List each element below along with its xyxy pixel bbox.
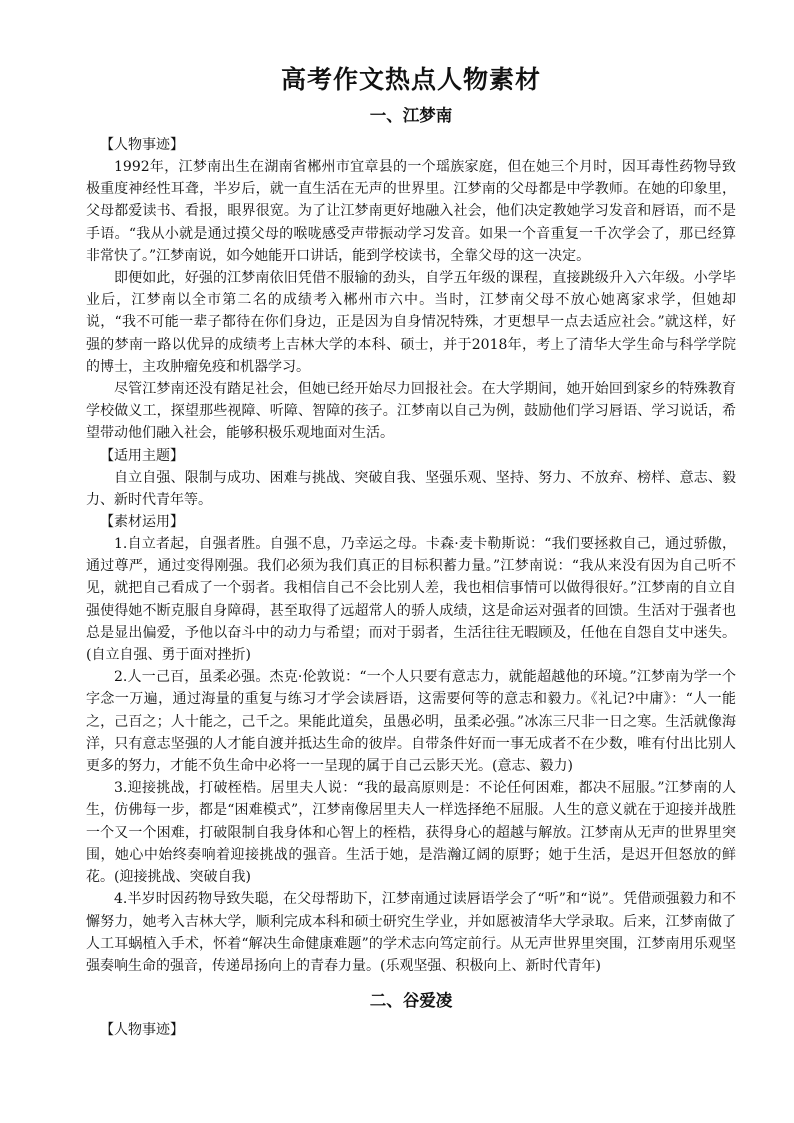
document-page: [86, 62, 736, 1041]
section-heading: 二、谷爱凌: [369, 991, 453, 1011]
themes-paragraph: 自立自强、限制与成功、困难与挑战、突破自我、坚强乐观、坚持、努力、不放弃、榜样、意志、毅力、新时代青年等。: [86, 469, 736, 508]
usage-paragraph: 2.人一己百，虽柔必强。杰克·伦敦说：“一个人只要有意志力，就能超越他的环境。”江梦南为学一个字念一万遍，通过海量的重复与练习才学会读唇语，这需要何等的意志和毅力。《礼记?中庸》：“人一能之，己百之；人十能之，己千之。果能此道矣，虽愚必明，虽柔必强。”冰冻三尺非一日之寒。生活就像海洋，只有意志坚强的人才能自渡并抵达生命的彼岸。自带条件好而一事无成者不在少数，唯有付出比别人更多的努力，才能不负生命中必将一一呈现的属于自己云影天光。(意志、毅力): [86, 669, 736, 775]
deeds-label: 【人物事迹】: [100, 1022, 184, 1039]
section-gu-ailing: [86, 989, 736, 1041]
usage-label: 【素材运用】: [100, 514, 184, 531]
section-heading: 一、江梦南: [369, 106, 453, 125]
usage-paragraph: 4.半岁时因药物导致失聪，在父母帮助下，江梦南通过读唇语学会了“听”和“说”。凭借顽强毅力和不懈努力，她考入吉林大学，顺利完成本科和硕士研究生学业，并如愿被清华大学录取。后来，江梦南做了人工耳蜗植入手术，怀着“解决生命健康难题”的学术志向笃定前行。从无声世界里突围，江梦南用乐观坚强奏响生命的强音，传递昂扬向上的青春力量。(乐观坚强、积极向上、新时代青年): [86, 891, 736, 974]
usage-paragraph: 1.自立者起，自强者胜。自强不息，乃幸运之母。卡森·麦卡勒斯说：“我们要拯救自己，通过骄傲，通过尊严，通过变得刚强。我们必须为我们真正的目标积蓄力量。”江梦南说：“我从来没有因为自己听不见，就把自己看成了一个弱者。我相信自己不会比别人差，我也相信事情可以做得很好。”江梦南的自立自强使得她不断克服自身障碍，甚至取得了远超常人的骄人成绩，这是命运对强者的回馈。生活对于强者也总是显出偏爱，予他以奋斗中的动力与希望；而对于弱者，生活往往无暇顾及，任他在自怨自艾中迷失。(自立自强、勇于面对挫折): [86, 536, 736, 664]
deeds-paragraph: 即便如此，好强的江梦南依旧凭借不服输的劲头，自学五年级的课程，直接跳级升入六年级。小学毕业后，江梦南以全市第二名的成绩考入郴州市六中。当时，江梦南父母不放心她离家求学，但她却说，“我不可能一辈子都待在你们身边，正是因为自身情况特殊，才更想早一点去适应社会。”就这样，好强的梦南一路以优异的成绩考上吉林大学的本科、硕士，并于2018年，考上了清华大学生命与科学学院的博士，主攻肿瘤免疫和机器学习。: [86, 270, 736, 375]
themes-label: 【适用主题】: [100, 447, 184, 464]
deeds-label: 【人物事迹】: [100, 137, 184, 153]
deeds-paragraph: 尽管江梦南还没有踏足社会，但她已经开始尽力回报社会。在大学期间，她开始回到家乡的特殊教育学校做义工，探望那些视障、听障、智障的孩子。江梦南以自己为例，鼓励他们学习唇语、学习说话，希望带动他们融入社会，能够积极乐观地面对生活。: [86, 381, 736, 442]
document-title: 高考作文热点人物素材: [280, 65, 541, 94]
usage-paragraph: 3.迎接挑战，打破桎梏。居里夫人说：“我的最高原则是：不论任何困难，都决不屈服。”江梦南的人生，仿佛每一步，都是“困难模式”，江梦南像居里夫人一样选择绝不屈服。人生的意义就在于迎接并战胜一个又一个困难，打破限制自我身体和心智上的桎梏，获得身心的超越与解放。江梦南从无声的世界里突围，她心中始终奏响着迎接挑战的强音。生活于她，是浩瀚辽阔的原野；她于生活，是迟开但怒放的鲜花。(迎接挑战、突破自我): [86, 780, 736, 886]
section-jiang-mengnan: [86, 104, 736, 977]
deeds-paragraph: 1992年，江梦南出生在湖南省郴州市宜章县的一个瑶族家庭，但在她三个月时，因耳毒性药物导致极重度神经性耳聋，半岁后，就一直生活在无声的世界里。江梦南的父母都是中学教师。在她的印象里，父母都爱读书、看报，眼界很宽。为了让江梦南更好地融入社会，他们决定教她学习发音和唇语，而不是手语。“我从小就是通过摸父母的喉咙感受声带振动学习发音。如果一个音重复一千次学会了，那已经算非常快了。”江梦南说，如今她能开口讲话，能到学校读书，全靠父母的这一决定。: [86, 159, 736, 264]
